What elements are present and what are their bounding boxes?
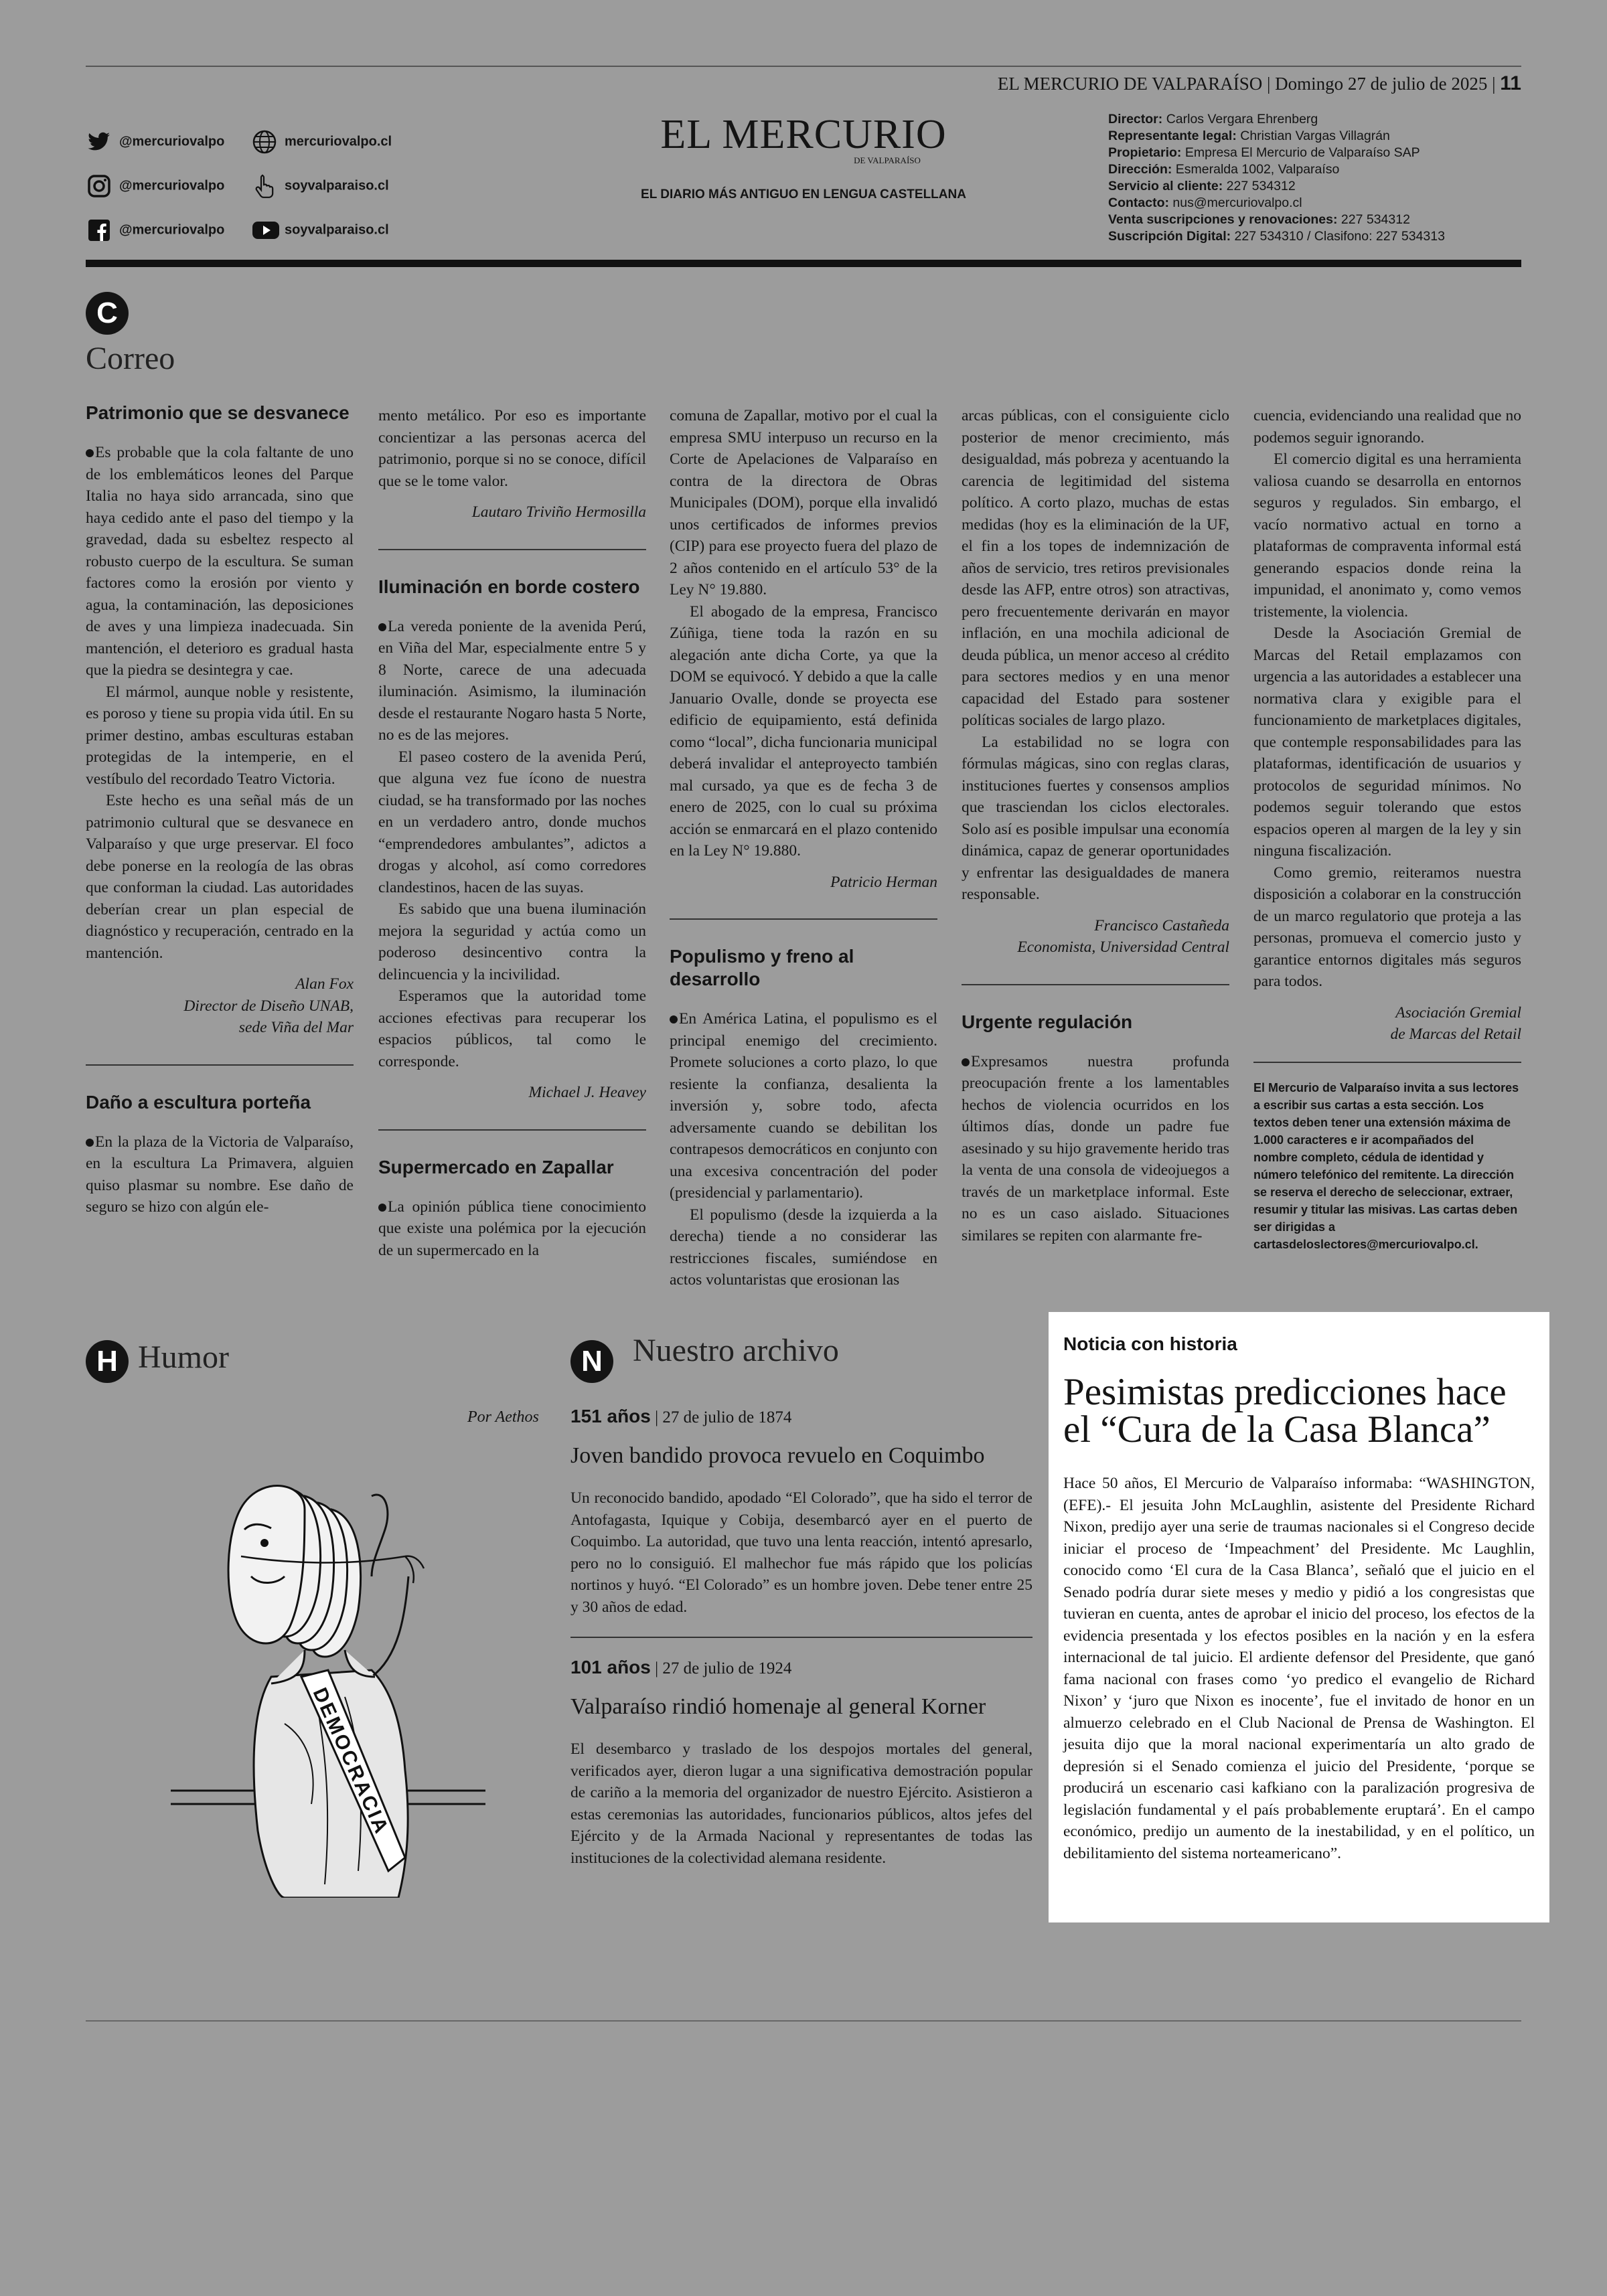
bullet-dot-icon (378, 1204, 386, 1212)
archive-body: Un reconocido bandido, apodado “El Colorado”, que ha sido el terror de Antofagasta, Iquique y Cobija, desembarcó ayer en el puerto de Coquimbo. La autoridad, que tuvo una lenta reacción, intentó apresarlo, pero no lo consiguió. El malhechor fue más rápido que los policías nortinos y huyó. “El Colorado” es un hombre joven. Debe tener entre 25 y 30 años de edad. (570, 1489, 1032, 1616)
letters-column-4 (962, 405, 1229, 1246)
letter-paragraph: El populismo (desde la izquierda a la derecha) tiende a no considerar las restricciones fiscales, sumiéndose en actos voluntaristas que erosionan las (670, 1206, 937, 1289)
letter-paragraph: Es sabido que una buena iluminación mejora la seguridad y actúa como un poderoso desincentivo contra la delincuencia y la incivilidad. (378, 900, 646, 983)
section-letter-c: C (86, 292, 129, 335)
masthead-tagline: EL DIARIO MÁS ANTIGUO EN LENGUA CASTELLANA (641, 187, 966, 201)
archive-headline: Joven bandido provoca revuelo en Coquimbo (570, 1443, 985, 1468)
letter-signature: Patricio Herman (830, 873, 937, 891)
history-box (1049, 1312, 1549, 1922)
humor-cartoon (171, 1456, 485, 1898)
section-title-archivo: Nuestro archivo (633, 1333, 839, 1368)
instagram-handle: @mercuriovalpo (119, 178, 225, 193)
bullet-dot-icon (86, 449, 94, 457)
credit-row: Contacto: nus@mercuriovalpo.cl (1108, 195, 1302, 210)
bullet-dot-icon (962, 1058, 970, 1066)
letters-column-2 (378, 405, 646, 1261)
letter-paragraph: El mármol, aunque noble y resistente, es poroso y tiene su propia vida útil. En su primer destino, ambas esculturas estaban protegidas de la intemperie, en el vestíbulo del recordado Teatro Victoria. (86, 683, 354, 788)
history-headline: Pesimistas predicciones hace el “Cura de la Casa Blanca” (1063, 1371, 1507, 1451)
issue-date: Domingo 27 de julio de 2025 (1275, 74, 1488, 94)
letter-paragraph: En América Latina, el populismo es el principal enemigo del crecimiento. Promete soluciones a corto plazo, lo que resiente la confianza, desalienta la inversión y, sobre todo, afecta adversamente cuando se debilitan los contrapesos democráticos en conjunto con una excesiva concentración del poder (presidencial y parlamentario). (670, 1010, 937, 1202)
web-link: mercuriovalpo.cl (285, 134, 392, 149)
archive-headline: Valparaíso rindió homenaje al general Korner (570, 1694, 986, 1719)
social-web[interactable] (251, 129, 392, 155)
letter-headline: Populismo y freno al desarrollo (670, 946, 854, 989)
letter-headline: Iluminación en borde costero (378, 576, 640, 597)
divider (670, 918, 937, 920)
letter-paragraph: El comercio digital es una herramienta valiosa cuando se desarrolla en entornos seguros y regulados. Sin embargo, el vacío normativo actual en torno a plataformas de compraventa informal está generando espacios donde reina la impunidad, el anonimato y, como vemos tristemente, la violencia. (1253, 450, 1521, 621)
facebook-handle: @mercuriovalpo (119, 222, 225, 238)
instagram-icon (86, 173, 112, 199)
youtube-icon (251, 217, 278, 244)
letter-paragraph: Esperamos que la autoridad tome acciones efectivas para recuperar los espacios públicos, tal como le corresponde. (378, 987, 646, 1070)
twitter-handle: @mercuriovalpo (119, 134, 225, 149)
section-letter-n: N (570, 1340, 613, 1383)
letter-headline: Supermercado en Zapallar (378, 1156, 614, 1177)
divider (1253, 1062, 1521, 1063)
letter-headline: Urgente regulación (962, 1011, 1133, 1032)
letter-paragraph: La vereda poniente de la avenida Perú, en Viña del Mar, especialmente entre 5 y 8 Norte, carece de una adecuada iluminación. Asimismo, la iluminación desde el restaurante Nogaro hasta 5 Norte, no es de las mejores. (378, 617, 646, 744)
archive-column (570, 1406, 1032, 1869)
credit-row: Servicio al cliente: 227 534312 (1108, 179, 1296, 193)
divider (86, 1064, 354, 1066)
bullet-dot-icon (378, 623, 386, 631)
social-instagram[interactable] (86, 173, 224, 199)
letter-paragraph: mento metálico. Por eso es importante concientizar a las personas acerca del patrimonio, porque si no se conoce, difícil que se le tome valor. (378, 407, 646, 490)
letters-column-3 (670, 405, 937, 1291)
social-facebook[interactable] (86, 217, 224, 244)
bullet-dot-icon (670, 1015, 678, 1023)
letter-paragraph: El abogado de la empresa, Francisco Zúñiga, tiene toda la razón en su alegación ante dicha Corte, ya que la DOM se equivocó. Y debido a que la calle Januario Ovalle, donde se proyecta ese edificio de equipamiento, está definida como “local”, dicha funcionaria municipal deberá invalidar el anteproyecto también mal cursado, ya que es de fecha 3 de enero de 2025, con lo cual su próxima acción se enmarcará en el plazo contenido en la Ley N° 19.880. (670, 602, 937, 859)
masthead-sub: DE VALPARAÍSO (854, 155, 921, 165)
credit-row: Representante legal: Christian Vargas Villagrán (1108, 129, 1390, 143)
letters-column-5 (1253, 405, 1521, 1253)
archive-stamp: 151 años | 27 de julio de 1874 (570, 1406, 792, 1426)
letter-signature: Michael J. Heavey (528, 1084, 646, 1101)
letter-paragraph: comuna de Zapallar, motivo por el cual la empresa SMU interpuso un recurso en la Corte de Apelaciones de Valparaíso en contra de la directora de Obras Municipales (DOM), porque ella invalidó unos certificados de informes previos (CIP) para ese proyecto fuera del plazo de 2 años contenido en el artículo 53° de la Ley N° 19.880. (670, 407, 937, 598)
credit-row: Propietario: Empresa El Mercurio de Valparaíso SAP (1108, 145, 1420, 160)
section-title-humor: Humor (138, 1339, 229, 1375)
pointer-hand-icon (251, 173, 278, 199)
social-twitter[interactable] (86, 129, 224, 155)
divider (570, 1637, 1032, 1638)
twitter-icon (86, 129, 112, 155)
letter-paragraph: Expresamos nuestra profunda preocupación frente a los lamentables hechos de violencia ocurridos en los últimos días, donde un padre fue asesinado y su hijo gravemente herido tras la venta de una consola de videojuegos a través de un marketplace informal. Este no es un caso aislado. Situaciones similares se repiten con alarmante fre- (962, 1052, 1229, 1244)
letter-headline: Patrimonio que se desvanece (86, 402, 350, 423)
letter-paragraph: Desde la Asociación Gremial de Marcas del Retail emplazamos con urgencia a las autoridades a establecer una normativa clara y exigible para el funcionamiento de marketplaces digitales, que contemple responsabilidades para las plataformas, identificación de usuarios y protocolos de seguridad mínimos. No podemos seguir tolerando que estos espacios operen al margen de la ley y sin ninguna fiscalización. (1253, 625, 1521, 859)
issue-line: EL MERCURIO DE VALPARAÍSO | Domingo 27 de julio de 2025 | 11 (997, 72, 1521, 94)
letter-paragraph: Es probable que la cola faltante de uno de los emblemáticos leones del Parque Italia no haya sido arrancada, sino que haya cedido ante el paso del tiempo y la gravedad, dada su esbeltez respecto al robusto cuerpo de la escultura. Se suman factores como la erosión por viento y agua, la contaminación, las deposiciones de aves y una limpieza inadecuada. Sin mantención, el deterioro es gradual hasta que la piedra se desintegra y cae. (86, 444, 354, 679)
facebook-icon (86, 217, 112, 244)
sash-text: DEMOCRACIA (308, 1684, 394, 1839)
divider (378, 549, 646, 550)
credit-row: Venta suscripciones y renovaciones: 227 534312 (1108, 212, 1410, 227)
history-kicker: Noticia con historia (1063, 1333, 1237, 1354)
letter-paragraph: Como gremio, reiteramos nuestra disposición a colaborar en la construcción de un marco regulatorio que proteja a las personas, promueva el comercio justo y garantice entornos digitales más seguros para todos. (1253, 864, 1521, 990)
issue-paper: EL MERCURIO DE VALPARAÍSO (997, 74, 1263, 94)
divider (962, 984, 1229, 985)
section-letter-h: H (86, 1340, 129, 1383)
credit-row: Director: Carlos Vergara Ehrenberg (1108, 112, 1318, 127)
humor-byline: Por Aethos (467, 1408, 539, 1426)
credit-row: Suscripción Digital: 227 534310 / Clasifono: 227 534313 (1108, 229, 1445, 244)
letter-signature: Alan Fox Director de Diseño UNAB, sede Viña del Mar (183, 975, 354, 1036)
letter-paragraph: cuencia, evidenciando una realidad que no podemos seguir ignorando. (1253, 407, 1521, 446)
letter-paragraph: La opinión pública tiene conocimiento que existe una polémica por la ejecución de un supermercado en la (378, 1198, 646, 1259)
letter-paragraph: arcas públicas, con el consiguiente ciclo posterior de menor crecimiento, más desigualdad, más pobreza y acentuando la carencia de legitimidad del sistema político. A corto plazo, muchas de estas medidas (hoy es la eliminación de la UF, el fin a los topes de indemnización de años de servicio, tres retiros previsionales desde las AFP, entre otros) son atractivas, pero frecuentemente derivarán en mayor inflación, en una mochila adicional de deuda pública, un menor acceso al crédito para sectores medios y en una menor capacidad del Estado para sostener políticas sociales de largo plazo. (962, 407, 1229, 729)
letter-signature: Francisco Castañeda Economista, Universidad Central (1017, 916, 1229, 956)
divider (378, 1129, 646, 1131)
letter-signature: Lautaro Triviño Hermosilla (471, 503, 646, 521)
bottom-rule (86, 2020, 1521, 2022)
letter-headline: Daño a escultura porteña (86, 1091, 311, 1113)
masthead (569, 114, 1038, 202)
letter-paragraph: La estabilidad no se logra con fórmulas mágicas, sino con reglas claras, instituciones fuertes y consensos amplios que trasciendan los ciclos electorales. Solo así es posible impulsar una economía dinámica, capaz de generar oportunidades y enfrentar las desigualdades de manera responsable. (962, 733, 1229, 903)
globe-icon (251, 129, 278, 155)
letters-column-1 (86, 402, 354, 1218)
page-number: 11 (1500, 72, 1521, 94)
letter-paragraph: En la plaza de la Victoria de Valparaíso, en la escultura La Primavera, alguien quiso plasmar su nombre. Ese daño de seguro se hizo con algún ele- (86, 1133, 354, 1216)
social-soy[interactable] (251, 173, 389, 199)
youtube-link: soyvalparaiso.cl (285, 222, 389, 238)
letter-signature: Asociación Gremial de Marcas del Retail (1390, 1003, 1521, 1043)
social-youtube[interactable] (251, 217, 389, 244)
bullet-dot-icon (86, 1139, 94, 1147)
letter-paragraph: El paseo costero de la avenida Perú, que alguna vez fue ícono de nuestra ciudad, se ha transformado por las noches en un verdadero antro, donde muchos “emprendedores ambulantes”, adictos a drogas y alcohol, así como corredores clandestinos, hacen de las suyas. (378, 748, 646, 896)
credit-row: Dirección: Esmeralda 1002, Valparaíso (1108, 162, 1340, 177)
masthead-name: EL MERCURIO (660, 112, 947, 157)
top-rule (86, 66, 1521, 67)
archive-body: El desembarco y traslado de los despojos mortales del general, verificados ayer, dieron lugar a una significativa demostración popular de cariño a la memoria del organizador de nuestro Ejército. Asistieron a estas ceremonias las autoridades, funcionarios públicos, altos jefes del Ejército y de la Armada Nacional y representantes de todas las instituciones de la colectividad alemana residente. (570, 1740, 1032, 1867)
history-body: Hace 50 años, El Mercurio de Valparaíso informaba: “WASHINGTON, (EFE).- El jesuita John McLaughlin, asistente del Presidente Richard Nixon, predijo ayer una serie de traumas nacionales si el Congreso decide iniciar el proceso de ‘Impeachment’ del Presidente. Mc Laughlin, conocido como ‘El cura de la Casa Blanca’, señaló que el juicio en el Senado podría durar siete meses y medio y pidió a los congresistas que tuvieran en cuenta, antes de aprobar el inicio del proceso, los efectos de la evidencia presentada y los efectos posibles en la nación y en la esfera internacional de tal juicio. El ardiente defensor del Presidente, que ganó fama nacional con frases como ‘yo predico el evangelio de Richard Nixon’ y ‘juro que Nixon es inocente’, fue el invitado de honor en un almuerzo celebrado en el Club Nacional de Prensa de Washington. El jesuita dijo que la moral nacional experimentaría un alto grado de depresión si el Senado comienza el juicio del Presidente, ‘porque se producirá un escenario casi kafkiano con la paralización progresiva de legislación fundamental y el país probablemente eruptará’. En el campo económico, predijo un aumento de la inestabilidad, y en el político, un debilitamiento del sistema norteamericano”. (1063, 1475, 1535, 1862)
letter-paragraph: Este hecho es una señal más de un patrimonio cultural que se desvanece en Valparaíso y que urge preservar. El foco debe ponerse en la reología de las obras que conforman la ciudad. Las autoridades deberían crear un plan especial de diagnóstico y recuperación, centrado en la mantención. (86, 792, 354, 962)
soy-link: soyvalparaiso.cl (285, 178, 389, 193)
section-title-correo: Correo (86, 341, 175, 376)
letters-submission-note: El Mercurio de Valparaíso invita a sus lectores a escribir sus cartas a esta sección. Los textos deben tener una extensión máxima de 1.000 caracteres e ir acompañados del nombre completo, cédula de identidad y número telefónico del remitente. La dirección se reserva el derecho de seleccionar, extraer, resumir y titular las misivas. Las cartas deben ser dirigidas a cartasdeloslectores@mercuriovalpo.cl. (1253, 1080, 1519, 1251)
archive-stamp: 101 años | 27 de julio de 1924 (570, 1657, 792, 1677)
header-bar (86, 260, 1521, 267)
credits-box (1108, 111, 1523, 245)
